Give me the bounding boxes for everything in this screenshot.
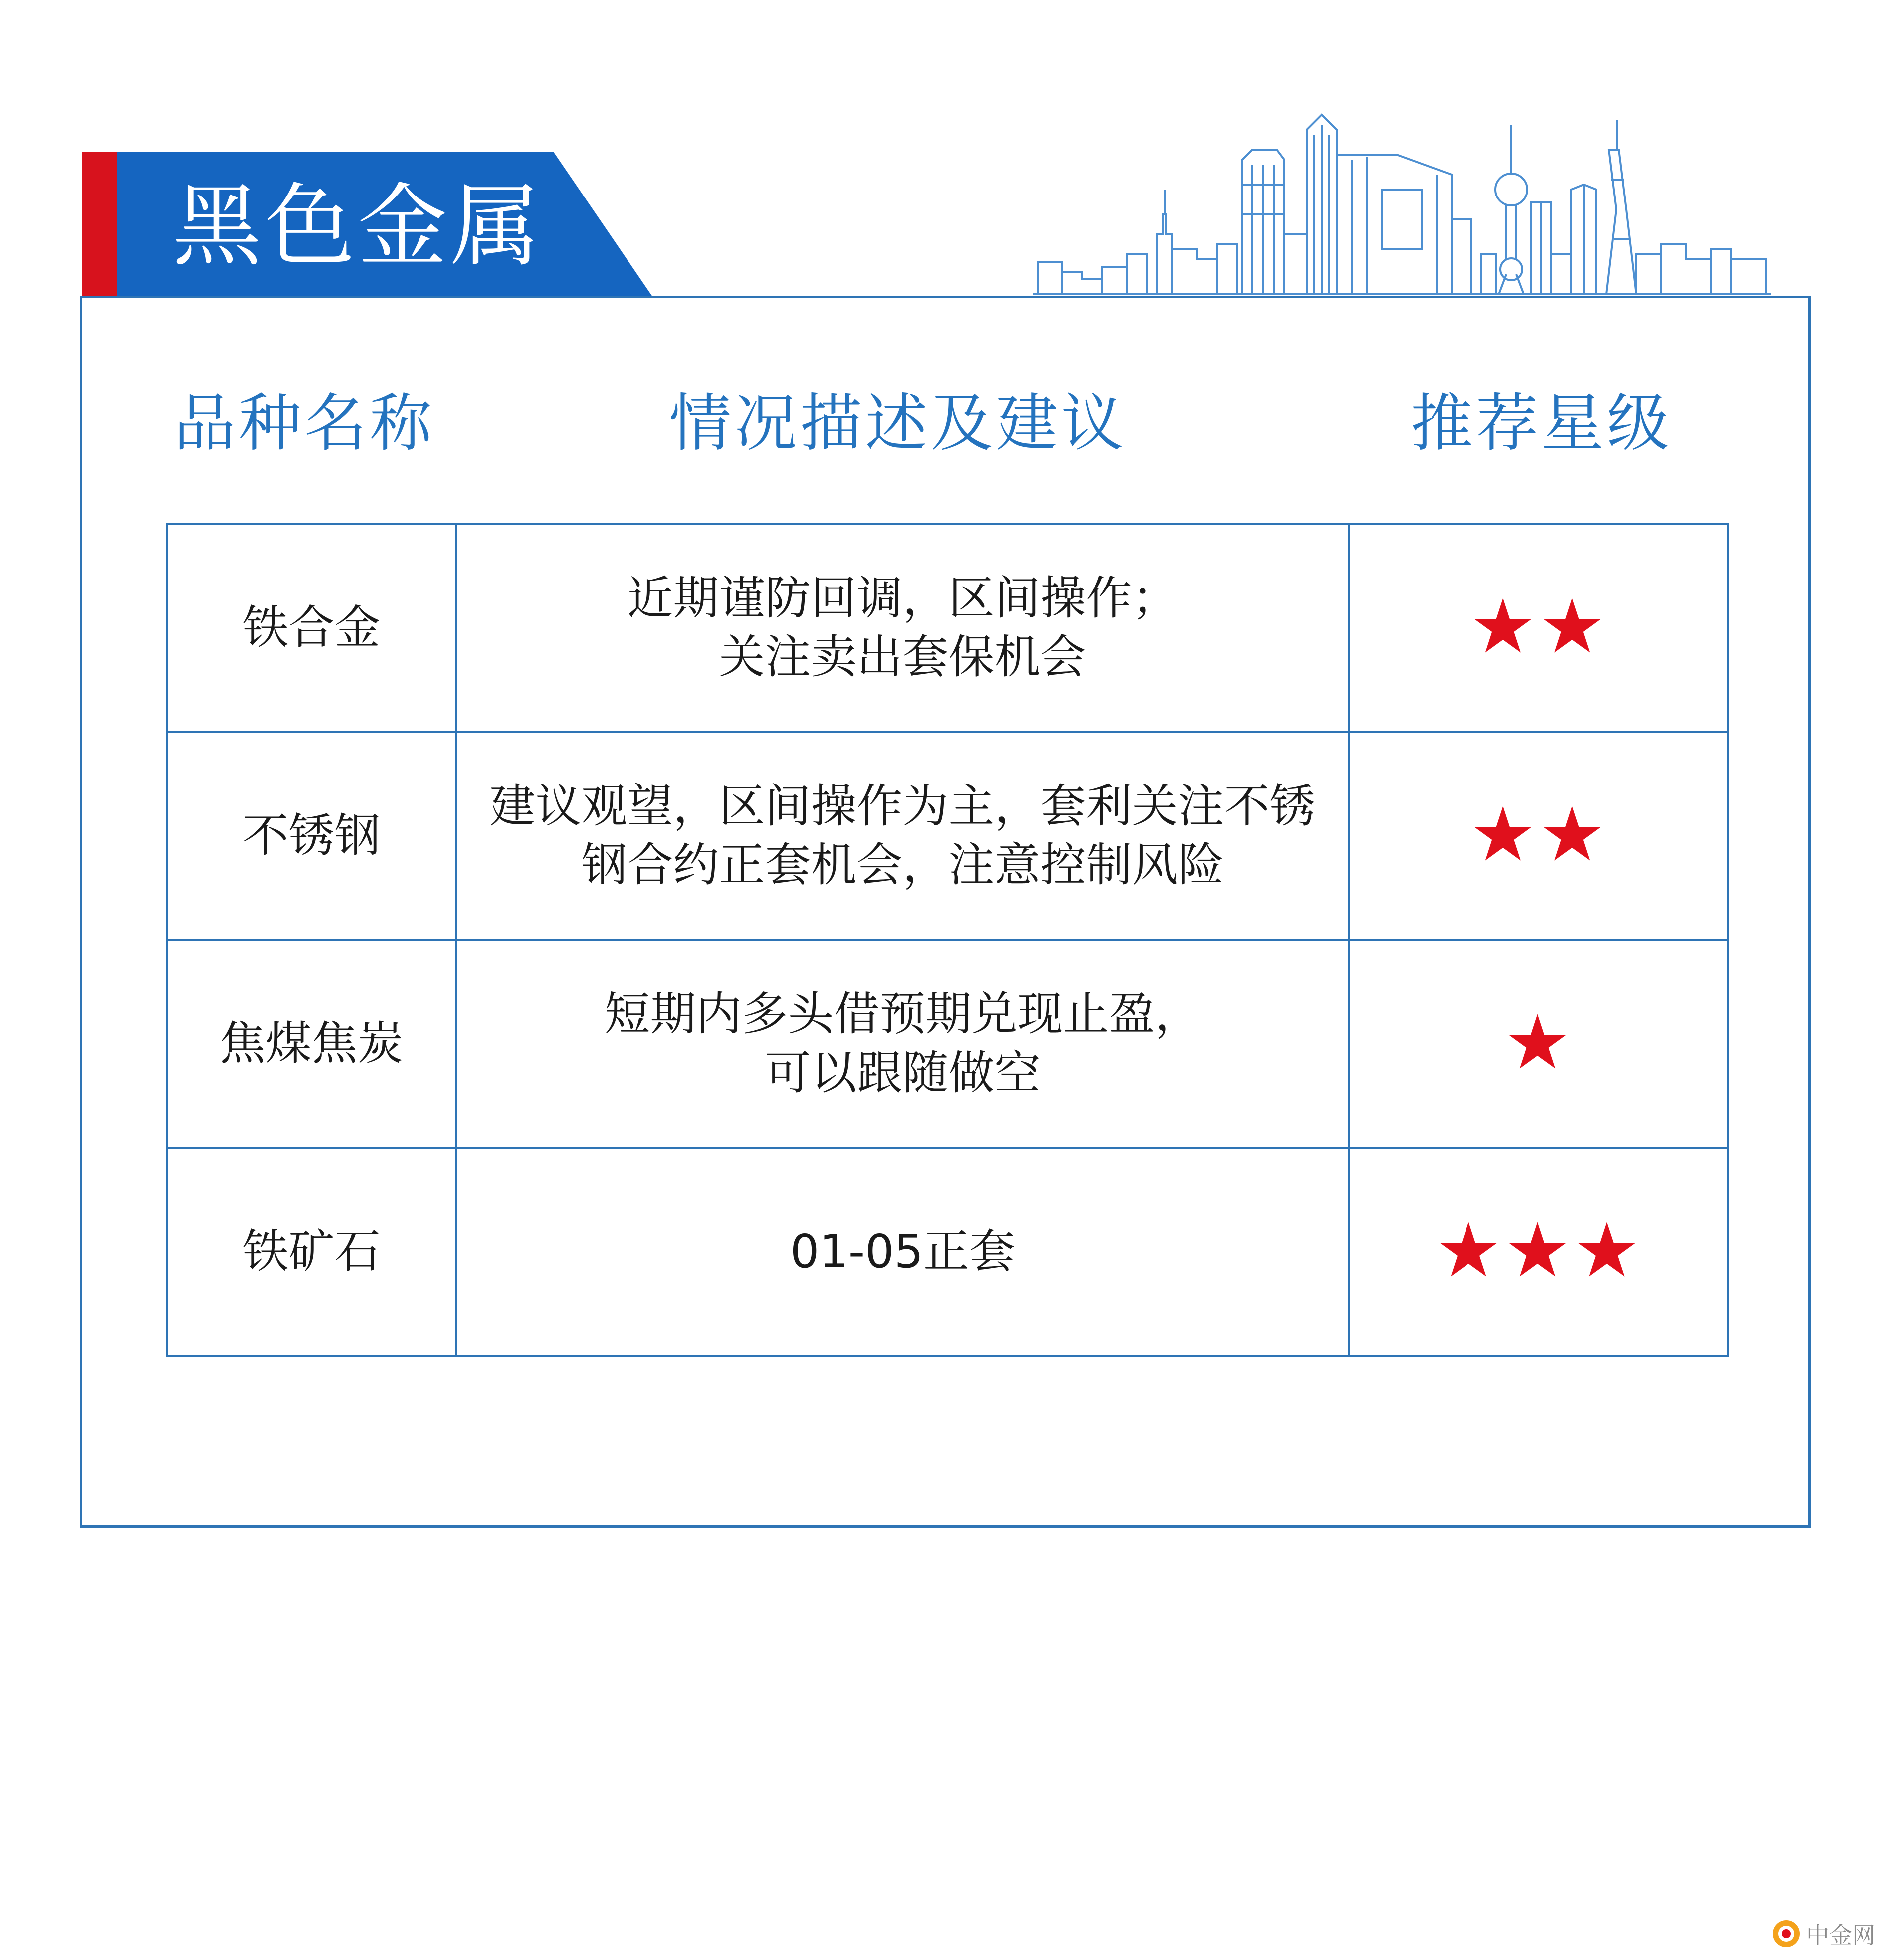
rating-cell <box>1349 524 1728 732</box>
rating-cell <box>1349 940 1728 1148</box>
description-line: 关注卖出套保机会 <box>719 630 1086 684</box>
table-row <box>167 940 1728 1148</box>
section-title: 黑色金属 <box>172 175 544 279</box>
header-description: 情况描述及建议 <box>669 388 1127 460</box>
description-line: 近期谨防回调，区间操作； <box>627 572 1178 625</box>
section-banner <box>82 152 656 302</box>
zhongjin-logo-icon <box>1771 1919 1801 1949</box>
variety-name: 焦煤焦炭 <box>167 940 456 1148</box>
rating-cell <box>1349 732 1728 940</box>
description-cell <box>456 732 1349 940</box>
table-row <box>167 1148 1728 1356</box>
star-rating-icon: ★★ <box>1469 584 1608 670</box>
description-line: 建议观望，区间操作为主，套利关注不锈 <box>489 780 1316 833</box>
table-row <box>167 524 1728 732</box>
description-cell <box>456 940 1349 1148</box>
header-rating: 推荐星级 <box>1411 388 1672 460</box>
star-rating-icon: ★ <box>1504 999 1573 1086</box>
watermark-text: 中金网 <box>1806 1922 1875 1949</box>
table-row <box>167 732 1728 940</box>
watermark <box>1771 1916 1875 1951</box>
star-rating-icon: ★★★ <box>1435 1207 1643 1294</box>
description-cell <box>456 1148 1349 1356</box>
header-variety: 品种名称 <box>174 388 435 460</box>
city-skyline-illustration <box>1033 110 1771 299</box>
description-line: 短期内多头借预期兑现止盈， <box>604 987 1201 1041</box>
description-line: 钢合约正套机会，注意控制风险 <box>581 838 1224 892</box>
rating-cell <box>1349 1148 1728 1356</box>
description-cell <box>456 524 1349 732</box>
description-line: 可以跟随做空 <box>765 1046 1041 1100</box>
variety-name: 不锈钢 <box>167 732 456 940</box>
description-line: 01-05正套 <box>790 1225 1016 1278</box>
variety-name: 铁合金 <box>167 524 456 732</box>
variety-name: 铁矿石 <box>167 1148 456 1356</box>
star-rating-icon: ★★ <box>1469 791 1608 878</box>
recommendation-table <box>166 523 1729 1357</box>
